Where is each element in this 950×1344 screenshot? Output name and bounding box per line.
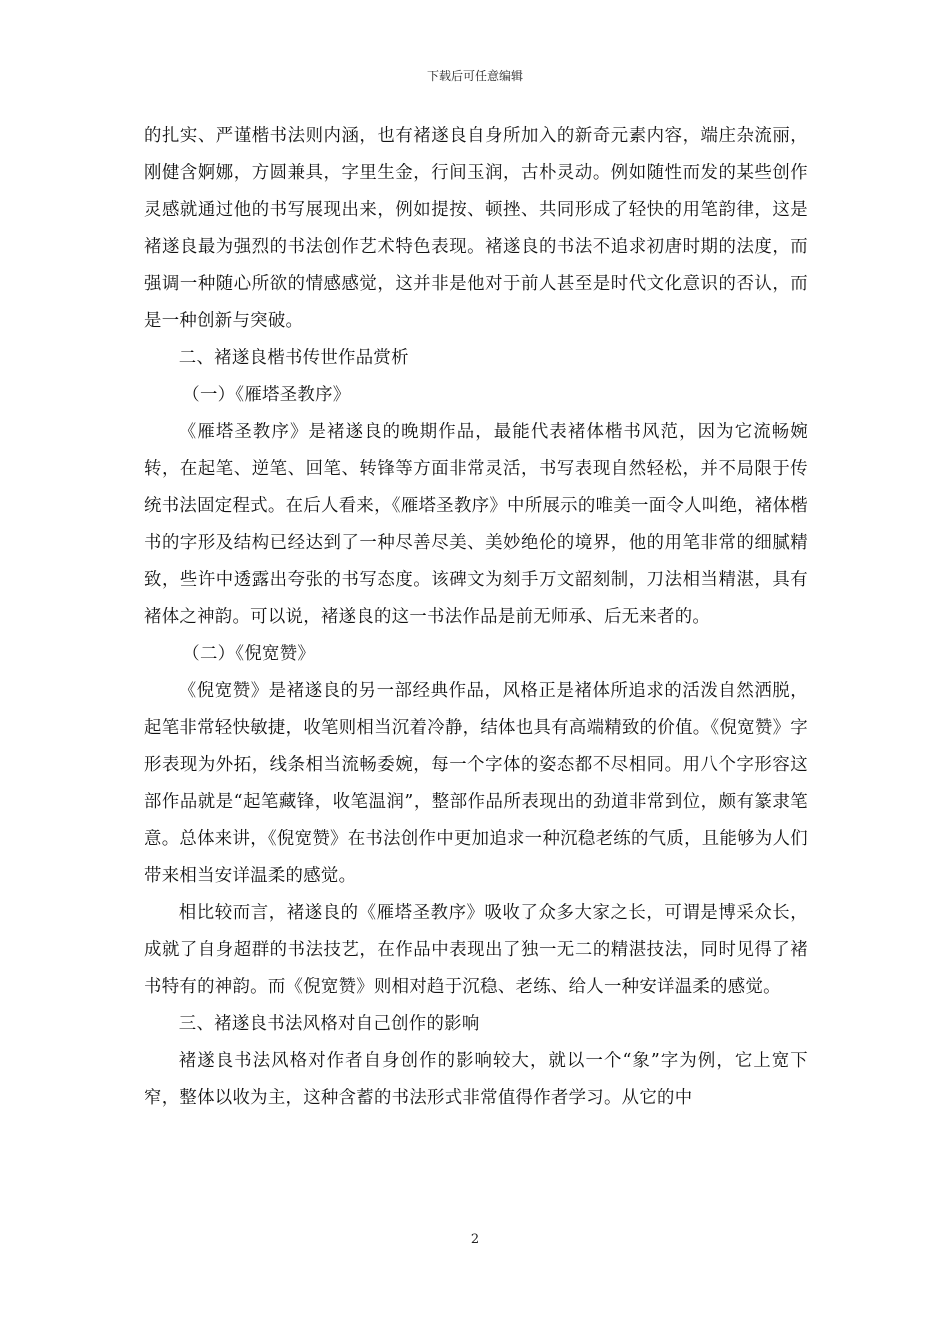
subsection-heading-nikuanzan: （二）《倪宽赞》 — [182, 644, 316, 664]
paragraph-nikuanzan: 《倪宽赞》是褚遂良的另一部经典作品，风格正是褚体所追求的活泼自然洒脱，起笔非常轻快敏捷，收笔则相当沉着冷静，结体也具有高端精致的价值。《倪宽赞》字形表现为外拓，线条相当流畅委婉，每一个字体的姿态都不尽相同。用八个字形容这部作品就是“起笔藏锋，收笔温润”，整部作品所表现出的劲道非常到位，颇有篆隶笔意。总体来讲，《倪宽赞》在书法创作中更加追求一种沉稳老练的气质，且能够为人们带来相当安详温柔的感觉。 — [144, 681, 808, 886]
paragraph-influence: 褚遂良书法风格对作者自身创作的影响较大，就以一个“象”字为例，它上宽下窄，整体以收为主，这种含蓄的书法形式非常值得作者学习。从它的中 — [144, 1051, 808, 1108]
section-heading-2: 二、褚遂良楷书传世作品赏析 — [178, 348, 409, 368]
page-header: 下载后可任意编辑 — [426, 69, 523, 83]
paragraph-comparison: 相比较而言，褚遂良的《雁塔圣教序》吸收了众多大家之长，可谓是博采众长，成就了自身超群的书法技艺，在作品中表现出了独一无二的精湛技法，同时见得了褚书特有的神韵。而《倪宽赞》则相对趋于沉稳、老练、给人一种安详温柔的感觉。 — [144, 903, 808, 997]
section-heading-3: 三、褚遂良书法风格对自己创作的影响 — [178, 1014, 480, 1034]
page-number: 2 — [470, 1232, 480, 1247]
subsection-heading-yanta: （一）《雁塔圣教序》 — [182, 385, 351, 405]
document-body — [144, 118, 808, 1117]
paragraph-yanta: 《雁塔圣教序》是褚遂良的晚期作品，最能代表褚体楷书风范，因为它流畅婉转，在起笔、逆笔、回笔、转锋等方面非常灵活，书写表现自然轻松，并不局限于传统书法固定程式。在后人看来，《雁塔圣教序》中所展示的唯美一面令人叫绝，褚体楷书的字形及结构已经达到了一种尽善尽美、美妙绝伦的境界，他的用笔非常的细腻精致，些许中透露出夸张的书写态度。该碑文为刻手万文韶刻制，刀法相当精湛，具有褚体之神韵。可以说，褚遂良的这一书法作品是前无师承、后无来者的。 — [144, 422, 808, 627]
paragraph-continuation: 的扎实、严谨楷书法则内涵，也有褚遂良自身所加入的新奇元素内容，端庄杂流丽，刚健含婀娜，方圆兼具，字里生金，行间玉润，古朴灵动。例如随性而发的某些创作灵感就通过他的书写展现出来，例如提按、顿挫、共同形成了轻快的用笔韵律，这是褚遂良最为强烈的书法创作艺术特色表现。褚遂良的书法不追求初唐时期的法度，而强调一种随心所欲的情感感觉，这并非是他对于前人甚至是时代文化意识的否认，而是一种创新与突破。 — [144, 126, 808, 331]
